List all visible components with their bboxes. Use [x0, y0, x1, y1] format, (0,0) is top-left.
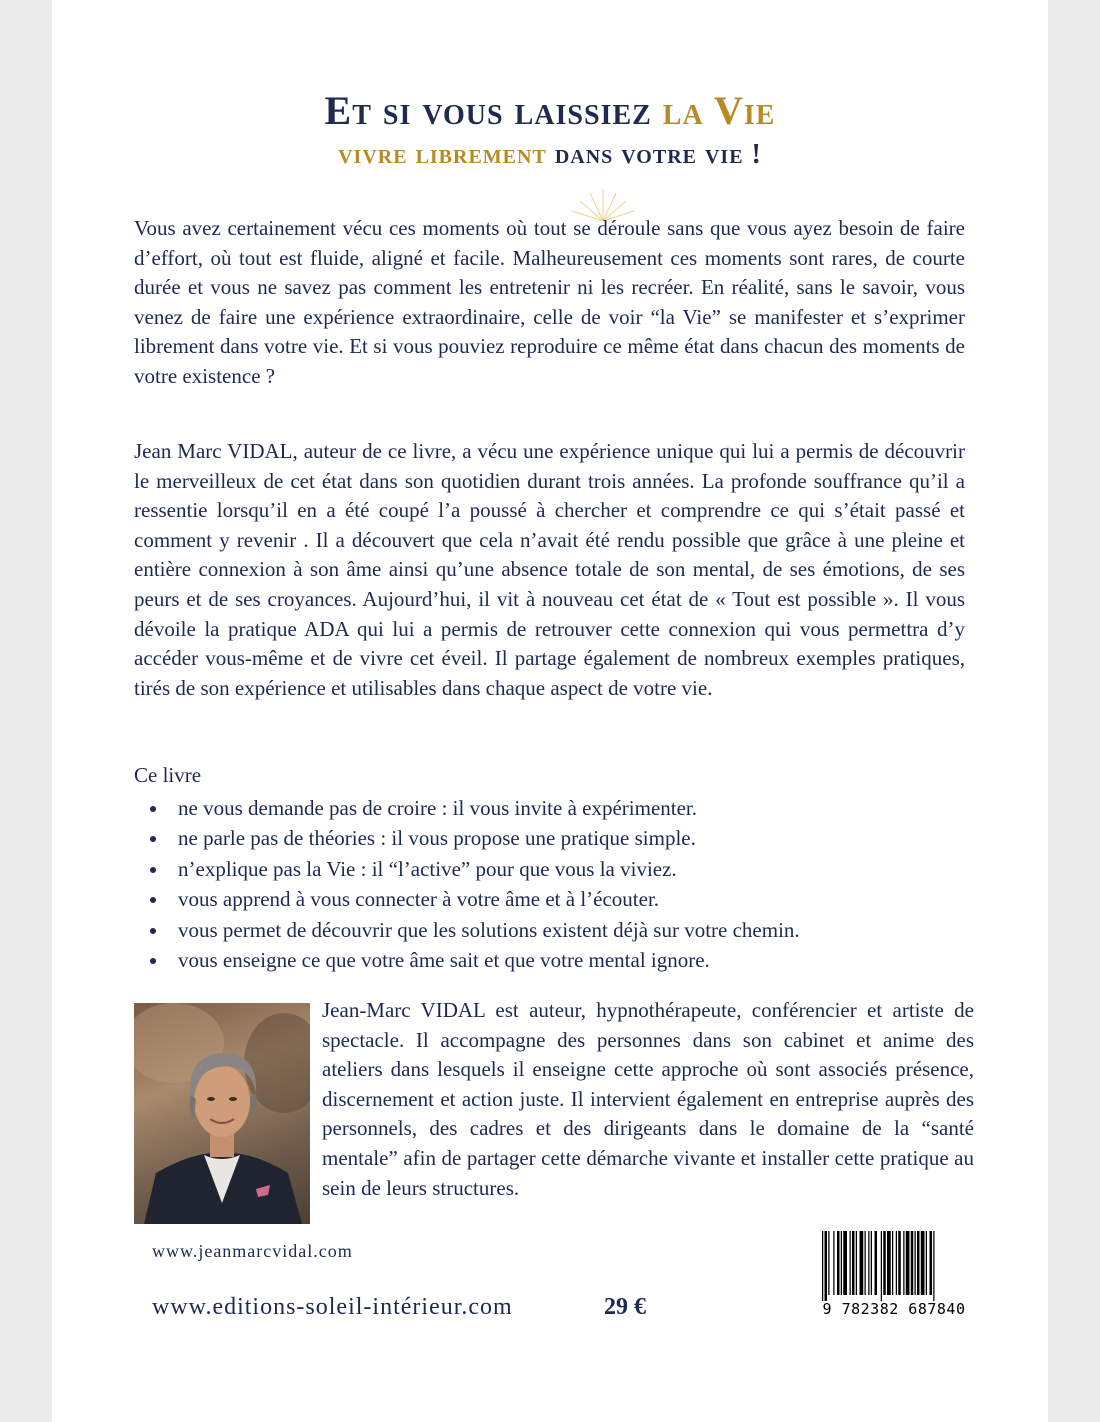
barcode-bar [915, 1231, 916, 1295]
barcode-bar [850, 1231, 851, 1295]
barcode-bar [868, 1231, 869, 1295]
list-item: n’explique pas la Vie : il “l’active” pour que vous la viviez. [148, 854, 800, 884]
bullet-icon [150, 928, 156, 934]
barcode-bar [865, 1231, 866, 1295]
bullet-icon [150, 836, 156, 842]
barcode-bar [896, 1231, 897, 1295]
price-label: 29 € [604, 1294, 646, 1320]
bullet-icon [150, 958, 156, 964]
author-photo [134, 1003, 310, 1224]
back-cover [52, 0, 1048, 1422]
barcode-bar [841, 1231, 842, 1295]
intro-paragraph: Vous avez certainement vécu ces moments où tout se déroule sans que vous ayez besoin de faire d’effort, où tout est fluide, aligné et facile. Malheureusement ces moments sont rares, de courte durée et vous ne savez pas comment les entretenir ni les recréer. En réalité, sans le savoir, vous venez de faire une expérience extraordinaire, celle de voir “la Vie” se manifester et s’exprimer librement dans votre vie. Et si vous pouviez reproduire ce même état dans chacun des moments de votre existence ? [134, 216, 965, 388]
barcode-bar [837, 1231, 840, 1295]
list-item: vous permet de découvrir que les solutions existent déjà sur votre chemin. [148, 915, 800, 945]
barcode-bar [898, 1231, 901, 1295]
isbn-number: 9 782382 687840 [822, 1300, 966, 1318]
barcode-bar [822, 1231, 823, 1301]
list-item: ne parle pas de théories : il vous propose une pratique simple. [148, 823, 800, 853]
barcode-bar [926, 1231, 927, 1295]
barcode-bar [875, 1231, 878, 1295]
title-part1: Et si vous laissiez [324, 88, 663, 133]
barcode-bar [856, 1231, 857, 1295]
list-item: ne vous demande pas de croire : il vous invite à expérimenter. [148, 793, 800, 823]
barcode-bar [883, 1231, 886, 1295]
author-portrait-icon [134, 1003, 310, 1224]
author-story-paragraph: Jean Marc VIDAL, auteur de ce livre, a vécu une expérience unique qui lui a permis de découvrir le merveilleux de cet état dans son quotidien durant trois années. La profonde souffrance qu’il a ressentie lorsqu’il en a été coupé l’a poussé à chercher et comprendre ce qui s’était passé et comment y revenir . Il a découvert que cela n’avait été rendu possible que grâce à une pleine et entière connexion à son âme ainsi qu’une absence totale de son mental, de ses émotions, de ses peurs et de ses croyances. Aujourd’hui, il vit à nouveau cet état de « Tout est possible ». Il vous dévoile la pratique ADA qui lui a permis de retrouver cette connexion qui vous permettra d’y accéder vous-même et de vivre cet éveil. Il partage également de nombreux exemples pratiques, tirés de son expérience et utilisables dans chaque aspect de votre vie. [134, 439, 965, 700]
barcode-bar [852, 1231, 855, 1295]
barcode-bar [917, 1231, 920, 1295]
bullet-icon [150, 806, 156, 812]
barcode-bar [828, 1231, 829, 1295]
barcode-bars-icon [810, 1227, 978, 1301]
title-block [52, 85, 1048, 173]
barcode-bar [860, 1231, 864, 1295]
barcode-bar [887, 1231, 891, 1295]
barcode-bar [906, 1231, 910, 1295]
main-title [52, 85, 1048, 137]
list-item: vous enseigne ce que votre âme sait et que votre mental ignore. [148, 945, 800, 975]
barcode-bar [903, 1231, 904, 1295]
feature-list [148, 793, 800, 975]
barcode-bar [825, 1231, 828, 1301]
bullet-icon [150, 897, 156, 903]
barcode-bar [933, 1231, 934, 1301]
barcode-bar [930, 1231, 933, 1295]
bullet-icon [150, 867, 156, 873]
subtitle-part2: dans votre vie ! [546, 139, 762, 170]
list-item: vous apprend à vous connecter à votre âme et à l’écouter. [148, 884, 800, 914]
book-intro-label: Ce livre [134, 763, 202, 787]
subtitle [52, 137, 1048, 173]
author-bio: Jean-Marc VIDAL est auteur, hypnothérapeute, conférencier et artiste de spectacle. Il accompagne des personnes dans son cabinet et anime des ateliers dans lesquels il enseigne cette approche où sont associés présence, discernement et action juste. Il intervient également en entreprise auprès des personnels, des cadres et des dirigeants dans le domaine de la “santé mentale” afin de partager cette démarche vivante et installer cette pratique au sein de leurs structures. [322, 998, 974, 1200]
barcode-bar [843, 1231, 847, 1295]
publisher-website-link[interactable]: www.editions-soleil-intérieur.com [152, 1294, 513, 1320]
barcode-bar [892, 1231, 893, 1295]
barcode-bar [911, 1231, 914, 1295]
barcode [810, 1227, 978, 1324]
author-website-link[interactable]: www.jeanmarcvidal.com [152, 1241, 353, 1261]
barcode-bar [921, 1231, 925, 1295]
barcode-bar [881, 1231, 882, 1301]
subtitle-part1: vivre librement [338, 139, 547, 170]
barcode-bar [833, 1231, 834, 1295]
barcode-bar [871, 1231, 872, 1295]
title-part2: la Vie [662, 88, 776, 133]
